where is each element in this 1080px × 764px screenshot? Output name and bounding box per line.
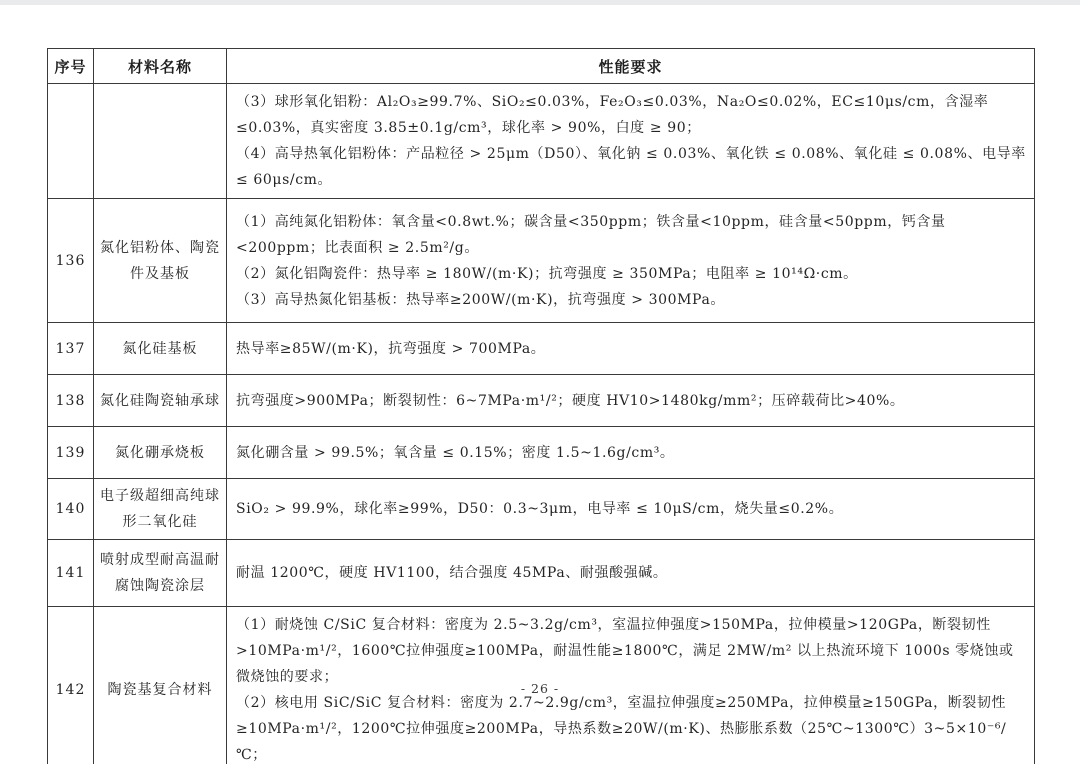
row-no-cell: 142 [48, 607, 94, 764]
requirements-cell [227, 84, 1035, 199]
material-name-cell: 氮化硼承烧板 [94, 427, 227, 479]
requirement-paragraph: （3）球形氧化铝粉：Al₂O₃≥99.7%、SiO₂≤0.03%，Fe₂O₃≤0.03%，Na₂O≤0.02%，EC≤10μs/cm，含湿率≤0.03%，真实密度 3.85±0.1g/cm³，球化率 > 90%，白度 ≥ 90； [236, 94, 989, 136]
row-no-cell: 141 [48, 540, 94, 607]
requirement-paragraph: 抗弯强度>900MPa；断裂韧性：6~7MPa·m¹/²；硬度 HV10>1480kg/mm²；压碎载荷比>40%。 [236, 392, 905, 409]
table-header-row [48, 49, 1035, 84]
row-no-cell: 140 [48, 479, 94, 540]
header-material: 材料名称 [94, 49, 227, 84]
requirement-paragraph: 耐温 1200℃，硬度 HV1100，结合强度 45MPa、耐强酸强碱。 [236, 565, 668, 581]
table-row [48, 84, 1035, 199]
table-row [48, 427, 1035, 479]
scan-edge-artifact [0, 0, 1080, 5]
requirements-cell [227, 479, 1035, 540]
requirements-cell [227, 199, 1035, 323]
table-row [48, 323, 1035, 375]
requirement-paragraph: 热导率≥85W/(m·K)，抗弯强度 > 700MPa。 [236, 340, 546, 357]
material-name-cell: 喷射成型耐高温耐腐蚀陶瓷涂层 [94, 540, 227, 607]
table-row [48, 540, 1035, 607]
material-name-cell: 陶瓷基复合材料 [94, 607, 227, 764]
requirement-paragraph: （4）高导热氧化铝粉体：产品粒径 > 25μm（D50）、氧化钠 ≤ 0.03%、氧化铁 ≤ 0.08%、氧化硅 ≤ 0.08%、电导率 ≤ 60μs/cm。 [236, 146, 1026, 188]
requirement-paragraph: （1）高纯氮化铝粉体：氧含量<0.8wt.%；碳含量<350ppm；铁含量<10ppm，硅含量<50ppm，钙含量<200ppm；比表面积 ≥ 2.5m²/g。 [236, 213, 946, 256]
requirements-cell [227, 540, 1035, 607]
material-name-cell [94, 84, 227, 199]
requirement-paragraph: （3）高导热氮化铝基板：热导率≥200W/(m·K)，抗弯强度 > 300MPa。 [236, 291, 725, 308]
page-number: - 26 - [520, 681, 560, 696]
materials-table [47, 48, 1035, 764]
header-requirements: 性能要求 [227, 49, 1035, 84]
row-no-cell: 138 [48, 375, 94, 427]
material-name-cell: 氮化硅基板 [94, 323, 227, 375]
requirement-paragraph: （2）核电用 SiC/SiC 复合材料：密度为 2.7~2.9g/cm³，室温拉伸强度≥250MPa，拉伸模量≥150GPa，断裂韧性≥10MPa·m¹/²，1200℃拉伸强度≥200MPa，导热系数≥20W/(m·K)、热膨胀系数（25℃~1300℃）3~5×10⁻⁶/℃； [236, 695, 1007, 763]
requirement-paragraph: SiO₂ > 99.9%，球化率≥99%，D50：0.3~3μm，电导率 ≤ 10μS/cm，烧失量≤0.2%。 [236, 501, 844, 517]
requirements-cell [227, 427, 1035, 479]
requirements-cell [227, 375, 1035, 427]
row-no-cell [48, 84, 94, 199]
material-name-cell: 氮化铝粉体、陶瓷件及基板 [94, 199, 227, 323]
row-no-cell: 136 [48, 199, 94, 323]
table-row [48, 375, 1035, 427]
requirement-paragraph: （2）氮化铝陶瓷件：热导率 ≥ 180W/(m·K)；抗弯强度 ≥ 350MPa；电阻率 ≥ 10¹⁴Ω·cm。 [236, 265, 858, 282]
requirement-paragraph: 氮化硼含量 > 99.5%；氧含量 ≤ 0.15%；密度 1.5~1.6g/cm³。 [236, 444, 675, 461]
table-row [48, 199, 1035, 323]
header-no: 序号 [48, 49, 94, 84]
material-name-cell: 氮化硅陶瓷轴承球 [94, 375, 227, 427]
requirements-cell [227, 323, 1035, 375]
requirement-paragraph: （1）耐烧蚀 C/SiC 复合材料：密度为 2.5~3.2g/cm³，室温拉伸强度>150MPa，拉伸模量>120GPa，断裂韧性>10MPa·m¹/²，1600℃拉伸强度≥100MPa，耐温性能≥1800℃，满足 2MW/m² 以上热流环境下 1000s 零烧蚀或微烧蚀的要求； [236, 617, 1014, 685]
material-name-cell: 电子级超细高纯球形二氧化硅 [94, 479, 227, 540]
table-row [48, 479, 1035, 540]
row-no-cell: 139 [48, 427, 94, 479]
row-no-cell: 137 [48, 323, 94, 375]
